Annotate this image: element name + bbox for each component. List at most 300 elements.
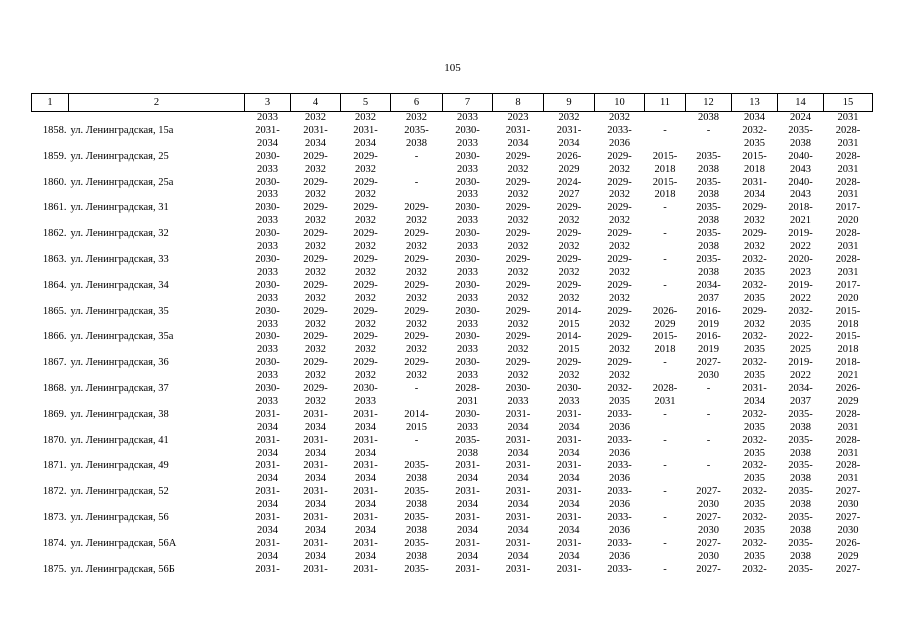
year-range-cell: 2035 <box>790 318 811 330</box>
year-range-cell: 2030- <box>455 279 480 291</box>
header-cell: 13 <box>732 94 778 112</box>
year-range-cell: 2034 <box>305 550 326 562</box>
year-range-cell: 2025 <box>790 344 811 356</box>
year-range-cell <box>645 370 686 383</box>
year-range-cell: 2029- <box>505 202 531 214</box>
year-range-cell: 2035- <box>696 253 721 265</box>
year-range-cell: 2029 <box>558 163 580 175</box>
year-range-cell: 2032 <box>406 318 427 330</box>
year-range-cell: 2032 <box>355 215 376 227</box>
year-range-cell: 2031- <box>742 383 767 395</box>
year-range-cell: 2032- <box>742 512 767 524</box>
year-range-cell: 2031- <box>556 563 582 575</box>
year-range-cell: 2034 <box>558 550 580 562</box>
year-range-cell: 2031- <box>255 512 280 524</box>
year-range-cell: 2029- <box>742 228 767 240</box>
year-range-cell: 2034 <box>257 137 278 149</box>
year-range-cell: 2032 <box>609 163 630 175</box>
year-range-cell <box>645 551 686 564</box>
year-range-cell: 2033 <box>257 266 278 278</box>
year-range-cell: 2034 <box>744 112 765 123</box>
year-range-cell: 2032 <box>507 318 529 330</box>
year-range-cell: 2033 <box>257 163 278 175</box>
year-range-cell: 2029- <box>556 279 582 291</box>
year-range-cell: 2018 <box>837 344 859 356</box>
year-range-cell: 2033- <box>607 434 632 446</box>
year-range-cell: 2031 <box>837 473 859 485</box>
year-range-cell <box>391 448 443 461</box>
year-range-cell: 2032 <box>355 241 376 253</box>
year-range-cell: 2033 <box>457 370 478 382</box>
header-cell: 8 <box>493 94 544 112</box>
year-range-cell: 2034 <box>507 137 529 149</box>
year-range-cell: 2027- <box>696 357 721 369</box>
table-row <box>32 357 873 370</box>
year-range-cell: 2031 <box>457 395 478 407</box>
table-row <box>32 125 873 138</box>
year-range-cell: 2028- <box>835 408 861 420</box>
header-cell: 6 <box>391 94 443 112</box>
year-range-cell: 2035 <box>744 137 765 149</box>
year-range-cell: 2027- <box>696 512 721 524</box>
year-range-cell: 2015 <box>558 318 580 330</box>
year-range-cell: - <box>663 537 667 549</box>
year-range-cell: 2036 <box>609 447 630 459</box>
year-range-cell: 2034 <box>558 421 580 433</box>
year-range-cell: 2030- <box>255 228 280 240</box>
year-range-cell: 2035- <box>788 486 813 498</box>
year-range-cell: 2032- <box>742 537 767 549</box>
year-range-cell: 2018 <box>654 344 676 356</box>
year-range-cell: 2030- <box>455 253 480 265</box>
year-range-cell: 2032- <box>742 253 767 265</box>
row-number-cell <box>32 189 69 202</box>
year-range-cell: 2033 <box>257 112 278 123</box>
year-range-cell: 2035- <box>404 512 429 524</box>
year-range-cell: - <box>663 512 667 524</box>
year-range-cell: 2024- <box>556 176 582 188</box>
year-range-cell: 2031- <box>556 486 582 498</box>
row-number-cell <box>32 293 69 306</box>
address-cell <box>69 448 245 461</box>
year-range-cell <box>645 215 686 228</box>
year-range-cell: 2038 <box>790 421 811 433</box>
year-range-cell: 2030 <box>837 499 859 511</box>
year-range-cell: 2034 <box>558 499 580 511</box>
year-range-cell: 2034 <box>305 525 326 536</box>
year-range-cell: 2015- <box>652 331 678 343</box>
year-range-cell: 2034 <box>558 473 580 485</box>
year-range-cell: 2033 <box>457 215 478 227</box>
year-range-cell <box>391 396 443 409</box>
year-range-cell: 2018 <box>744 163 765 175</box>
year-range-cell: 2031 <box>837 163 859 175</box>
year-range-cell: 2032 <box>355 344 376 356</box>
year-range-cell: 2034 <box>355 473 376 485</box>
year-range-cell <box>645 525 686 538</box>
year-range-cell: 2032 <box>305 370 326 382</box>
year-range-cell: 2035- <box>404 486 429 498</box>
row-number-cell <box>32 215 69 228</box>
year-range-cell: 2034 <box>558 137 580 149</box>
address-cell: ул. Ленинградская, 33 <box>70 253 169 265</box>
year-range-cell: 2038 <box>790 447 811 459</box>
year-range-cell: 2015- <box>835 305 861 317</box>
year-range-cell: 2031- <box>742 176 767 188</box>
year-range-cell: 2038 <box>790 525 811 536</box>
year-range-cell: 2032 <box>406 215 427 227</box>
table-header <box>32 94 873 112</box>
address-cell <box>69 525 245 538</box>
address-cell <box>69 422 245 435</box>
year-range-cell: 2033 <box>257 241 278 253</box>
year-range-cell: 2029- <box>505 331 531 343</box>
year-range-cell: 2035- <box>788 124 813 136</box>
year-range-cell: 2034 <box>355 447 376 459</box>
address-cell: ул. Ленинградская, 56Б <box>70 563 175 575</box>
year-range-cell: 2034 <box>257 447 278 459</box>
year-range-cell: 2031- <box>255 486 280 498</box>
year-range-cell: 2034 <box>507 447 529 459</box>
year-range-cell: 2032 <box>558 292 580 304</box>
year-range-cell: 2032 <box>355 112 376 123</box>
year-range-cell: 2031- <box>255 124 280 136</box>
year-range-cell: - <box>706 460 711 472</box>
year-range-cell: 2032 <box>406 112 427 123</box>
year-range-cell: 2032 <box>507 189 529 201</box>
header-row <box>32 94 873 112</box>
year-range-cell: 2035 <box>744 421 765 433</box>
year-range-cell: 2034 <box>355 421 376 433</box>
year-range-cell: 2027- <box>835 486 861 498</box>
year-range-cell: 2035- <box>788 460 813 472</box>
year-range-cell: 2030- <box>455 150 480 162</box>
year-range-cell: 2033- <box>607 563 632 575</box>
year-range-cell: 2029- <box>607 228 632 240</box>
year-range-cell: 2036 <box>609 550 630 562</box>
year-range-cell: 2031- <box>455 460 480 472</box>
year-range-cell: 2031- <box>353 512 378 524</box>
year-range-cell: 2032 <box>609 344 630 356</box>
year-range-cell: 2034 <box>257 550 278 562</box>
year-range-cell: 2035 <box>744 550 765 562</box>
year-range-cell: 2032 <box>609 318 630 330</box>
year-range-cell: 2029- <box>505 357 531 369</box>
year-range-cell: 2033- <box>607 408 632 420</box>
year-range-cell: 2035- <box>696 202 721 214</box>
year-range-cell: 2029- <box>404 253 429 265</box>
year-range-cell: 2034 <box>355 550 376 562</box>
year-range-cell: 2030- <box>455 331 480 343</box>
table-row <box>32 499 873 512</box>
year-range-cell: 2037 <box>698 292 719 304</box>
year-range-cell: 2033 <box>257 318 278 330</box>
year-range-cell: 2030 <box>837 525 859 536</box>
header-cell: 11 <box>645 94 686 112</box>
year-range-cell <box>645 422 686 435</box>
table-row <box>32 435 873 448</box>
year-range-cell: 2029 <box>654 318 676 330</box>
year-range-cell: 2038 <box>406 525 427 536</box>
year-range-cell: 2029- <box>742 305 767 317</box>
year-range-cell: 2032 <box>507 215 529 227</box>
year-range-cell: 2031- <box>353 460 378 472</box>
row-number-cell <box>32 241 69 254</box>
year-range-cell: 2031- <box>353 434 378 446</box>
address-cell <box>69 267 245 280</box>
year-range-cell: 2031 <box>654 395 676 407</box>
year-range-cell: 2035- <box>788 512 813 524</box>
year-range-cell: 2031- <box>556 434 582 446</box>
year-range-cell: 2029 <box>837 550 859 562</box>
year-range-cell: 2034 <box>457 525 478 536</box>
year-range-cell: 2031- <box>556 537 582 549</box>
year-range-cell: 2033 <box>457 292 478 304</box>
year-range-cell <box>645 267 686 280</box>
year-range-cell: 2031- <box>255 408 280 420</box>
year-range-cell: 2033 <box>257 189 278 201</box>
year-range-cell: 2032 <box>507 370 529 382</box>
year-range-cell: 2035- <box>788 434 813 446</box>
year-range-cell: 2031 <box>837 447 859 459</box>
header-cell: 14 <box>778 94 824 112</box>
year-range-cell: 2020- <box>788 253 813 265</box>
year-range-cell: 2043 <box>790 189 811 201</box>
year-range-cell: 2016- <box>696 331 721 343</box>
year-range-cell: - <box>663 253 667 265</box>
year-range-cell: 2019 <box>698 344 719 356</box>
year-range-cell: 2032 <box>305 241 326 253</box>
row-number-cell: 1867. <box>42 357 67 369</box>
row-number-cell <box>32 344 69 357</box>
year-range-cell: 2015- <box>742 150 767 162</box>
year-range-cell: 2029- <box>303 383 328 395</box>
table-row <box>32 422 873 435</box>
table-row <box>32 551 873 564</box>
year-range-cell: 2027- <box>696 537 721 549</box>
year-range-cell: 2033 <box>257 292 278 304</box>
year-range-cell: 2021 <box>790 215 811 227</box>
year-range-cell: 2037 <box>790 395 811 407</box>
year-range-cell: 2035 <box>744 473 765 485</box>
header-cell: 7 <box>443 94 493 112</box>
year-range-cell: 2032 <box>609 370 630 382</box>
year-range-cell: 2029- <box>353 305 378 317</box>
year-range-cell: 2030- <box>455 202 480 214</box>
year-range-cell: 2038 <box>790 473 811 485</box>
year-range-cell: 2030- <box>353 383 378 395</box>
year-range-cell: 2032 <box>305 318 326 330</box>
address-cell: ул. Ленинградская, 56 <box>70 512 169 524</box>
year-range-cell: 2031- <box>303 486 328 498</box>
year-range-cell: 2029- <box>505 150 531 162</box>
year-range-cell: 2029- <box>404 228 429 240</box>
year-range-cell: 2029- <box>303 331 328 343</box>
table-row <box>32 202 873 215</box>
year-range-cell: - <box>663 357 667 369</box>
year-range-cell: 2032- <box>742 124 767 136</box>
year-range-cell: 2032 <box>355 292 376 304</box>
year-range-cell: 2029- <box>303 202 328 214</box>
table-row <box>32 344 873 357</box>
year-range-cell: 2015 <box>406 421 427 433</box>
year-range-cell: 2028- <box>835 176 861 188</box>
year-range-cell: 2031- <box>303 537 328 549</box>
year-range-cell: 2030- <box>455 124 480 136</box>
row-number-cell <box>32 164 69 177</box>
year-range-cell: 2030 <box>698 550 719 562</box>
year-range-cell: 2031- <box>455 563 480 575</box>
row-number-cell: 1861. <box>42 202 67 214</box>
year-range-cell: 2036 <box>609 421 630 433</box>
year-range-cell: 2029- <box>556 357 582 369</box>
year-range-cell: 2032 <box>558 112 580 123</box>
year-range-cell: - <box>414 176 419 188</box>
year-range-cell: 2014- <box>556 305 582 317</box>
header-cell: 1 <box>32 94 69 112</box>
address-cell <box>69 164 245 177</box>
row-number-cell: 1863. <box>42 253 67 265</box>
year-range-cell: 2035- <box>404 563 429 575</box>
year-range-cell: 2031- <box>353 408 378 420</box>
row-number-cell: 1871. <box>42 460 67 472</box>
year-range-cell: 2030- <box>556 383 582 395</box>
row-number-cell: 1869. <box>42 408 67 420</box>
row-number-cell <box>32 473 69 486</box>
year-range-cell: 2034- <box>696 279 721 291</box>
year-range-cell: 2032 <box>558 215 580 227</box>
table-row <box>32 409 873 422</box>
year-range-cell: - <box>663 124 667 136</box>
year-range-cell: 2031- <box>505 537 531 549</box>
address-cell: ул. Ленинградская, 56А <box>70 537 177 549</box>
year-range-cell: 2031 <box>837 189 859 201</box>
header-cell: 2 <box>69 94 245 112</box>
year-range-cell: 2033- <box>607 512 632 524</box>
year-range-cell <box>686 422 732 435</box>
year-range-cell: 2029- <box>556 228 582 240</box>
year-range-cell: - <box>663 563 667 575</box>
table-row <box>32 151 873 164</box>
row-number-cell <box>32 396 69 409</box>
year-range-cell: 2038 <box>698 189 719 201</box>
year-range-cell: 2031- <box>303 563 328 575</box>
year-range-cell: 2034 <box>305 421 326 433</box>
year-range-cell: 2032 <box>507 266 529 278</box>
year-range-cell: 2031- <box>353 486 378 498</box>
year-range-cell: - <box>706 383 711 395</box>
year-range-cell: 2031 <box>837 137 859 149</box>
row-number-cell <box>32 551 69 564</box>
year-range-cell: 2032 <box>305 112 326 123</box>
year-range-cell: 2033 <box>457 266 478 278</box>
table-row <box>32 319 873 332</box>
table-row <box>32 564 873 577</box>
year-range-cell: 2031- <box>505 486 531 498</box>
year-range-cell: 2031 <box>837 421 859 433</box>
year-range-cell: 2029- <box>505 305 531 317</box>
row-number-cell: 1859. <box>42 150 67 162</box>
year-range-cell: 2032- <box>742 460 767 472</box>
year-range-cell: 2023 <box>790 266 811 278</box>
year-range-cell: 2026- <box>835 383 861 395</box>
table-row <box>32 383 873 396</box>
year-range-cell: 2029- <box>505 253 531 265</box>
year-range-cell: 2034 <box>558 525 580 536</box>
year-range-cell <box>645 138 686 151</box>
year-range-cell: 2032 <box>507 292 529 304</box>
year-range-cell: 2029- <box>742 202 767 214</box>
year-range-cell: 2033 <box>257 344 278 356</box>
year-range-cell: 2028- <box>835 253 861 265</box>
year-range-cell: 2036 <box>609 137 630 149</box>
table-row <box>32 331 873 344</box>
year-range-cell: 2030- <box>255 357 280 369</box>
year-range-cell: 2031- <box>505 512 531 524</box>
year-range-cell <box>391 164 443 177</box>
year-range-cell: 2032 <box>305 266 326 278</box>
year-range-cell: 2038 <box>698 266 719 278</box>
year-range-cell: 2019- <box>788 279 813 291</box>
year-range-cell: 2028- <box>835 124 861 136</box>
year-range-cell: 2018 <box>654 163 676 175</box>
year-range-cell: 2033 <box>457 318 478 330</box>
year-range-cell: 2029- <box>607 176 632 188</box>
year-range-cell: 2031- <box>353 124 378 136</box>
table-row <box>32 254 873 267</box>
year-range-cell: 2038 <box>457 447 478 459</box>
address-cell <box>69 499 245 512</box>
row-number-cell: 1862. <box>42 228 67 240</box>
year-range-cell: 2021 <box>837 370 859 382</box>
year-range-cell: 2029- <box>404 331 429 343</box>
year-range-cell <box>645 473 686 486</box>
year-range-cell: 2031- <box>353 563 378 575</box>
year-range-cell: 2032 <box>406 370 427 382</box>
year-range-cell: 2031- <box>353 537 378 549</box>
header-cell: 15 <box>824 94 873 112</box>
year-range-cell: - <box>663 202 667 214</box>
year-range-cell: 2032 <box>305 395 326 407</box>
year-range-cell: 2034 <box>355 525 376 536</box>
year-range-cell: 2031- <box>505 408 531 420</box>
table-row <box>32 370 873 383</box>
year-range-cell: 2033 <box>457 189 478 201</box>
year-range-cell: 2040- <box>788 150 813 162</box>
year-range-cell: 2031 <box>837 112 859 123</box>
year-range-cell: 2030- <box>255 253 280 265</box>
year-range-cell: 2035 <box>744 499 765 511</box>
year-range-cell: 2032 <box>406 344 427 356</box>
address-cell <box>69 473 245 486</box>
year-range-cell: 2031- <box>255 434 280 446</box>
year-range-cell: - <box>663 228 667 240</box>
year-range-cell: 2029- <box>353 202 378 214</box>
year-range-cell: 2020 <box>837 292 859 304</box>
year-range-cell: 2032 <box>305 163 326 175</box>
year-range-cell: 2033 <box>558 395 580 407</box>
table-row <box>32 228 873 241</box>
year-range-cell <box>686 473 732 486</box>
table-row <box>32 512 873 525</box>
year-range-cell <box>645 499 686 512</box>
year-range-cell: 2038 <box>790 550 811 562</box>
year-range-cell: 2032 <box>507 163 529 175</box>
address-cell: ул. Ленинградская, 25а <box>70 176 174 188</box>
address-cell: ул. Ленинградская, 31 <box>70 202 169 214</box>
year-range-cell: 2029- <box>607 202 632 214</box>
year-range-cell: 2034 <box>507 499 529 511</box>
